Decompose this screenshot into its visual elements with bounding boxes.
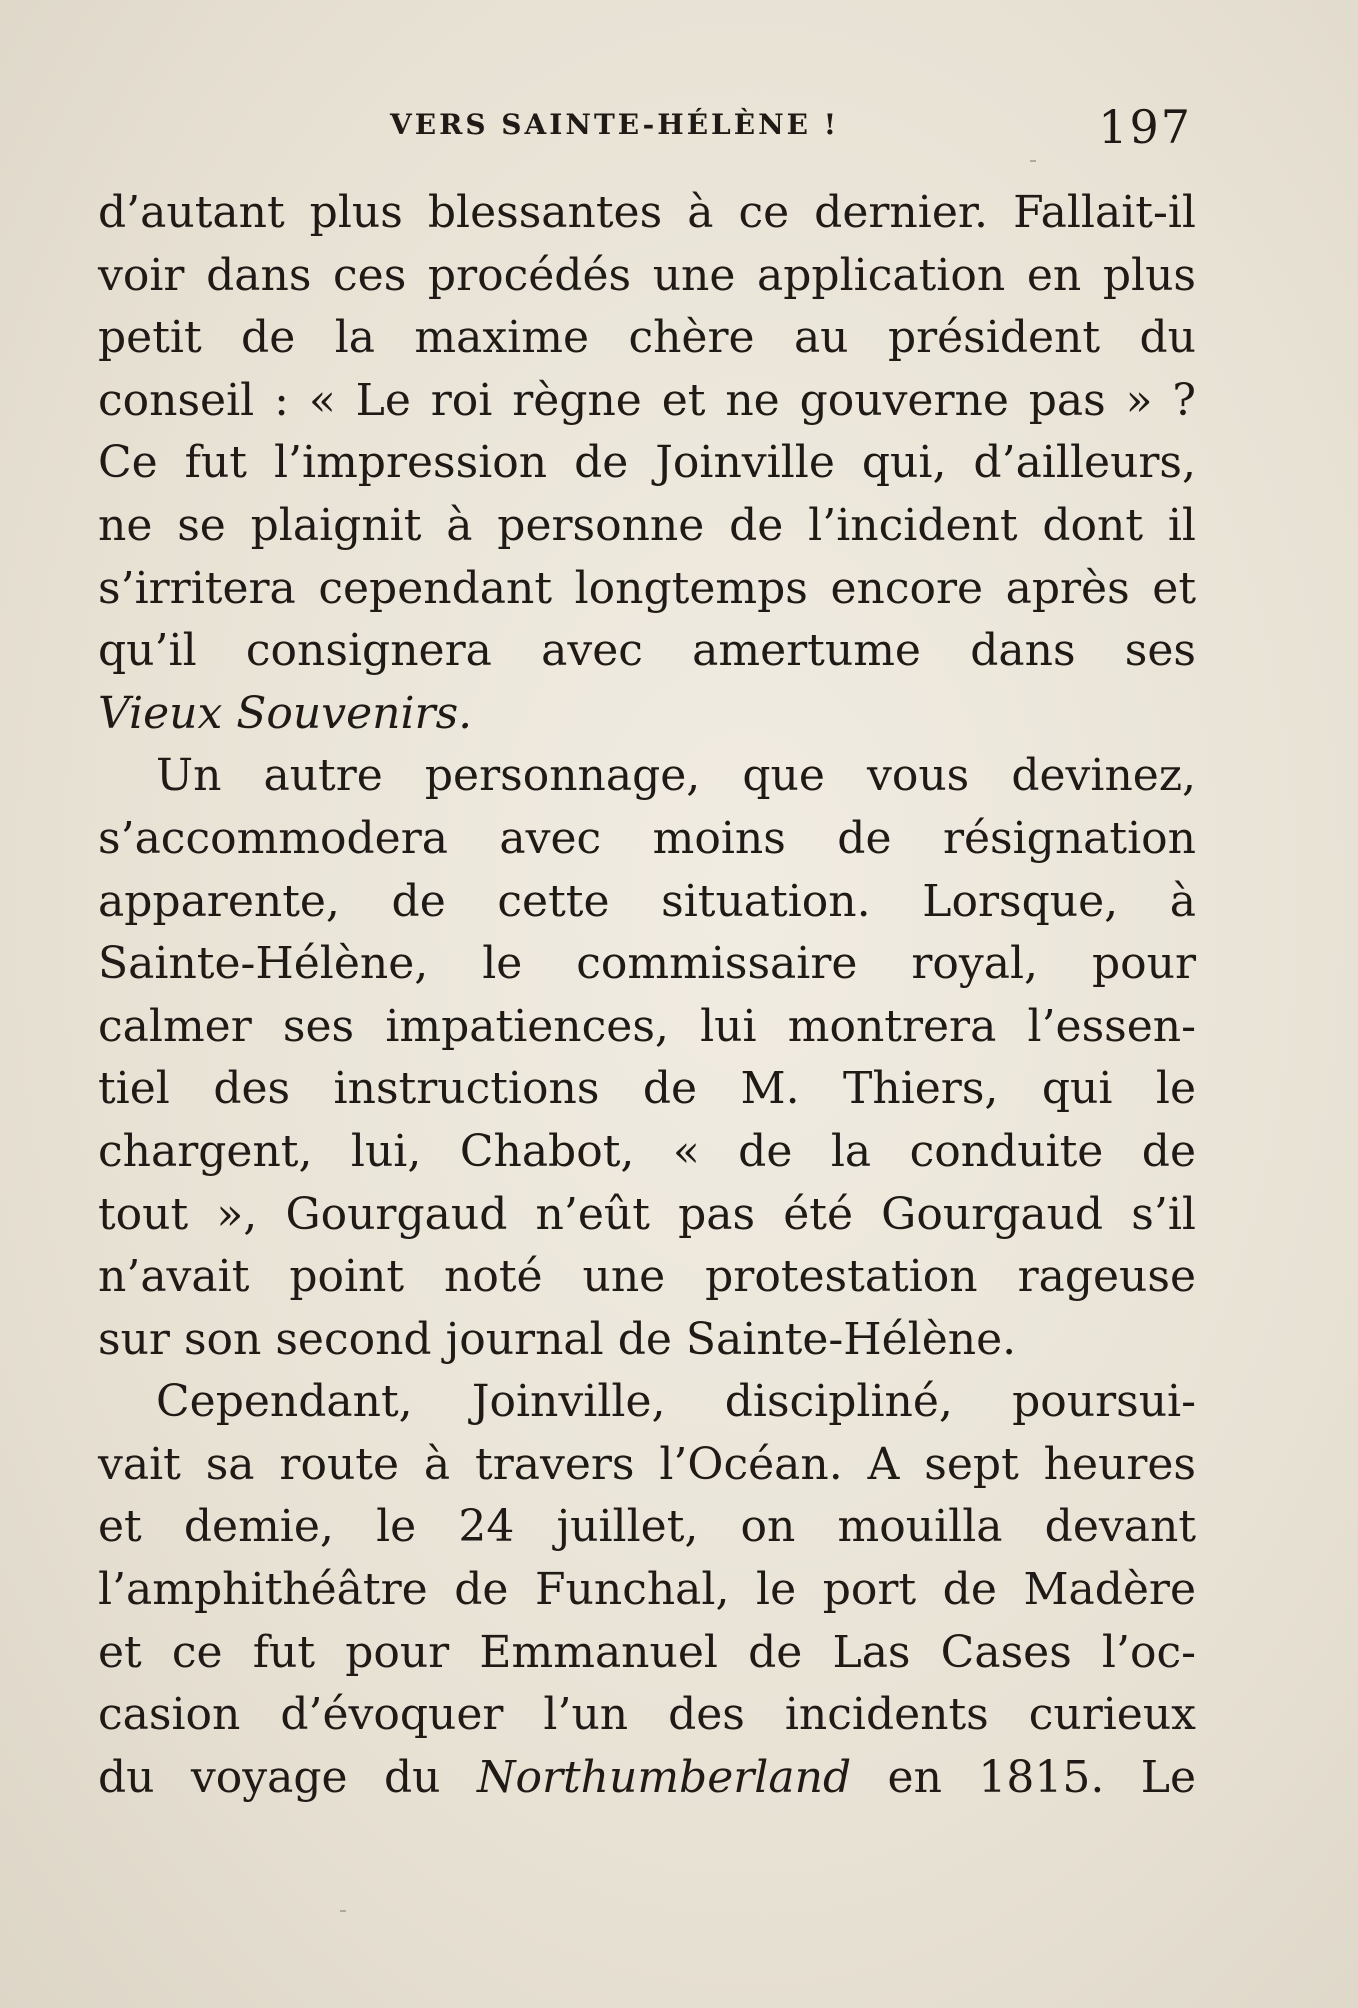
text-line: qu’il consignera avec amertume dans ses bbox=[98, 625, 1196, 677]
page-number: 197 bbox=[1098, 100, 1192, 154]
text-line: conseil : « Le roi règne et ne gouverne pas » ? bbox=[98, 374, 1196, 426]
paper-speck bbox=[1030, 160, 1036, 162]
text-line: Sainte-Hélène, le commissaire royal, pour bbox=[98, 938, 1196, 990]
text-line-ship-name bbox=[98, 1747, 1196, 1810]
text-line: s’irritera cependant longtemps encore après et bbox=[98, 562, 1196, 614]
text-line: d’autant plus blessantes à ce dernier. Fallait-il bbox=[98, 187, 1196, 238]
line-text-before: du voyage du bbox=[98, 1751, 477, 1803]
text-line: apparente, de cette situation. Lorsque, à bbox=[98, 875, 1196, 927]
paragraph-start-line: Un autre personnage, que vous devinez, bbox=[156, 750, 1196, 802]
text-line: vait sa route à travers l’Océan. A sept heures bbox=[98, 1438, 1196, 1490]
running-head bbox=[100, 100, 1192, 160]
body-text bbox=[98, 182, 1196, 1809]
text-line: casion d’évoquer l’un des incidents curieux bbox=[98, 1689, 1196, 1741]
text-line: Ce fut l’impression de Joinville qui, d’ailleurs, bbox=[98, 437, 1196, 489]
paper-speck bbox=[340, 1910, 346, 1912]
running-title: VERS SAINTE-HÉLÈNE ! bbox=[390, 108, 840, 141]
line-text-after: en 1815. Le bbox=[851, 1751, 1197, 1803]
text-line: tout », Gourgaud n’eût pas été Gourgaud s’il bbox=[98, 1188, 1196, 1240]
paragraph-start-line: Cependant, Joinville, discipliné, poursui- bbox=[156, 1376, 1196, 1428]
text-line: chargent, lui, Chabot, « de la conduite de bbox=[98, 1125, 1196, 1177]
ship-name-italic: Northumberland bbox=[476, 1751, 852, 1803]
paragraph-end-line: sur son second journal de Sainte-Hélène. bbox=[98, 1313, 1017, 1365]
text-line: et demie, le 24 juillet, on mouilla devant bbox=[98, 1501, 1196, 1553]
text-line: ne se plaignit à personne de l’incident dont il bbox=[98, 499, 1196, 551]
text-line: calmer ses impatiences, lui montrera l’essen- bbox=[98, 1000, 1196, 1052]
text-line: s’accommodera avec moins de résignation bbox=[98, 812, 1196, 864]
text-line-book-title: Vieux Souvenirs. bbox=[98, 687, 473, 739]
text-line: voir dans ces procédés une application en plus bbox=[98, 249, 1196, 301]
text-line: petit de la maxime chère au président du bbox=[98, 312, 1196, 364]
text-line: n’avait point noté une protestation rageuse bbox=[98, 1251, 1196, 1303]
text-line: tiel des instructions de M. Thiers, qui le bbox=[98, 1063, 1196, 1115]
text-line: l’amphithéâtre de Funchal, le port de Madère bbox=[98, 1564, 1196, 1616]
text-line: et ce fut pour Emmanuel de Las Cases l’oc- bbox=[98, 1626, 1196, 1678]
